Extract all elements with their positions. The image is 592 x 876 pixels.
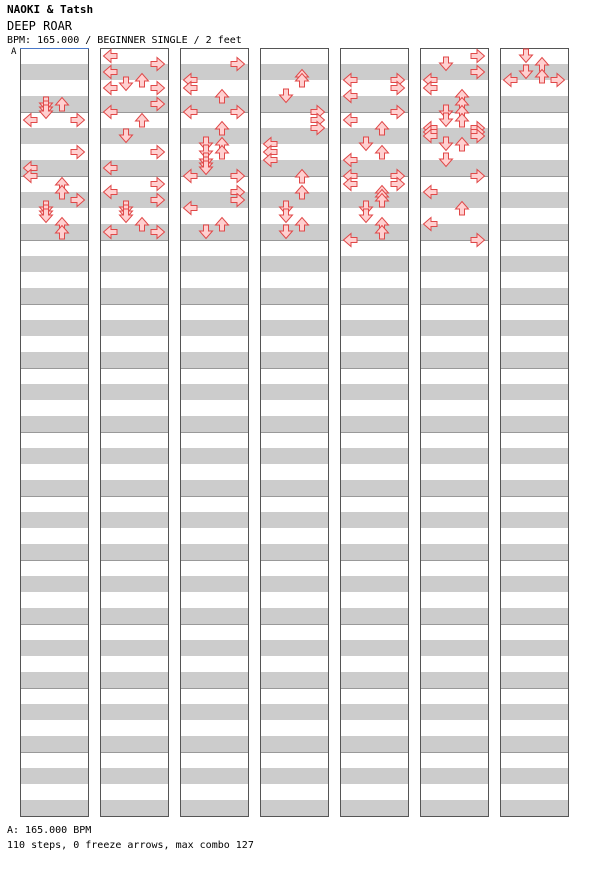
beat-stripe (420, 96, 489, 112)
beat-stripe (500, 416, 569, 432)
left-arrow-icon (344, 114, 358, 127)
beat-stripe (260, 320, 329, 336)
beat-stripe (500, 224, 569, 240)
beat-stripe (340, 768, 409, 784)
beat-stripe (260, 800, 329, 816)
beat-stripe (180, 736, 249, 752)
beat-stripe (100, 128, 169, 144)
up-arrow-icon (136, 114, 149, 128)
chart-info: BPM: 165.000 / BEGINNER SINGLE / 2 feet (7, 35, 242, 46)
beat-stripe (340, 256, 409, 272)
beat-stripe (500, 736, 569, 752)
beat-stripe (420, 256, 489, 272)
beat-stripe (420, 320, 489, 336)
beat-stripe (340, 128, 409, 144)
right-arrow-icon (151, 82, 165, 95)
beat-stripe (20, 480, 89, 496)
beat-stripe (340, 672, 409, 688)
beat-stripe (420, 736, 489, 752)
beat-stripe (100, 544, 169, 560)
up-arrow-icon (456, 114, 469, 128)
beat-stripe (180, 512, 249, 528)
beat-stripe (20, 416, 89, 432)
beat-stripe (180, 256, 249, 272)
beat-stripe (100, 480, 169, 496)
beat-stripe (20, 576, 89, 592)
beat-stripe (340, 448, 409, 464)
beat-stripe (420, 416, 489, 432)
beat-stripe (100, 352, 169, 368)
beat-stripe (260, 736, 329, 752)
beat-stripe (100, 576, 169, 592)
beat-stripe (260, 224, 329, 240)
beat-stripe (20, 96, 89, 112)
beat-stripe (340, 480, 409, 496)
beat-stripe (500, 192, 569, 208)
beat-stripe (500, 352, 569, 368)
beat-stripe (260, 608, 329, 624)
beat-stripe (420, 800, 489, 816)
beat-stripe (100, 288, 169, 304)
left-arrow-icon (424, 82, 438, 95)
beat-stripe (260, 576, 329, 592)
beat-stripe (260, 544, 329, 560)
song-artist: NAOKI & Tatsh (7, 3, 94, 16)
beat-stripe (20, 512, 89, 528)
beat-stripe (100, 800, 169, 816)
beat-stripe (500, 320, 569, 336)
beat-stripe (180, 480, 249, 496)
beat-stripe (100, 672, 169, 688)
beat-stripe (180, 800, 249, 816)
bpm-segment-start-line (20, 48, 89, 49)
beat-stripe (500, 800, 569, 816)
beat-stripe (100, 768, 169, 784)
up-arrow-icon (376, 146, 389, 160)
beat-stripe (180, 416, 249, 432)
measure-stripes (20, 49, 569, 817)
beat-stripe (20, 384, 89, 400)
beat-stripe (500, 480, 569, 496)
right-arrow-icon (471, 50, 485, 63)
beat-stripe (100, 320, 169, 336)
beat-stripe (260, 384, 329, 400)
beat-stripe (500, 160, 569, 176)
beat-stripe (20, 128, 89, 144)
beat-stripe (20, 608, 89, 624)
beat-stripe (20, 768, 89, 784)
right-arrow-icon (151, 146, 165, 159)
up-arrow-icon (216, 146, 229, 160)
beat-stripe (260, 288, 329, 304)
beat-stripe (100, 608, 169, 624)
beat-stripe (500, 128, 569, 144)
beat-stripe (340, 704, 409, 720)
beat-stripe (340, 352, 409, 368)
beat-stripe (500, 768, 569, 784)
beat-stripe (180, 768, 249, 784)
right-arrow-icon (71, 146, 85, 159)
down-arrow-icon (280, 209, 293, 223)
beat-stripe (180, 448, 249, 464)
beat-stripe (100, 384, 169, 400)
beat-stripe (260, 256, 329, 272)
beat-stripe (100, 416, 169, 432)
beat-stripe (20, 704, 89, 720)
beat-stripe (500, 704, 569, 720)
beat-stripe (420, 544, 489, 560)
beat-stripe (420, 704, 489, 720)
beat-stripe (180, 544, 249, 560)
beat-stripe (180, 320, 249, 336)
right-arrow-icon (151, 178, 165, 191)
beat-stripe (260, 192, 329, 208)
beat-stripe (340, 800, 409, 816)
beat-stripe (500, 256, 569, 272)
beat-stripe (500, 576, 569, 592)
left-arrow-icon (344, 178, 358, 191)
bpm-segment-label: A (11, 47, 17, 57)
beat-stripe (420, 480, 489, 496)
beat-stripe (500, 608, 569, 624)
beat-stripe (260, 480, 329, 496)
right-arrow-icon (71, 114, 85, 127)
beat-stripe (500, 512, 569, 528)
beat-stripe (340, 640, 409, 656)
right-arrow-icon (391, 178, 405, 191)
step-stats: 110 steps, 0 freeze arrows, max combo 127 (7, 840, 254, 851)
beat-stripe (180, 288, 249, 304)
beat-stripe (500, 96, 569, 112)
beat-stripe (420, 352, 489, 368)
beat-stripe (340, 544, 409, 560)
beat-stripe (20, 256, 89, 272)
beat-stripe (100, 256, 169, 272)
beat-stripe (260, 352, 329, 368)
beat-stripe (420, 384, 489, 400)
beat-stripe (180, 640, 249, 656)
beat-stripe (20, 64, 89, 80)
beat-stripe (180, 576, 249, 592)
left-arrow-icon (104, 50, 118, 63)
left-arrow-icon (104, 82, 118, 95)
beat-stripe (100, 448, 169, 464)
beat-stripe (420, 672, 489, 688)
left-arrow-icon (184, 82, 198, 95)
beat-stripe (420, 288, 489, 304)
beat-stripe (260, 768, 329, 784)
beat-stripe (340, 320, 409, 336)
beat-stripe (100, 512, 169, 528)
beat-stripe (500, 672, 569, 688)
beat-stripe (20, 224, 89, 240)
down-arrow-icon (440, 113, 453, 127)
beat-stripe (340, 576, 409, 592)
beat-stripe (260, 64, 329, 80)
beat-stripe (340, 416, 409, 432)
right-arrow-icon (391, 82, 405, 95)
beat-stripe (20, 320, 89, 336)
beat-stripe (340, 512, 409, 528)
beat-stripe (420, 448, 489, 464)
beat-stripe (20, 640, 89, 656)
beat-stripe (500, 384, 569, 400)
beat-stripe (20, 352, 89, 368)
beat-stripe (420, 768, 489, 784)
beat-stripe (420, 576, 489, 592)
beat-stripe (260, 512, 329, 528)
beat-stripe (340, 192, 409, 208)
beat-stripe (180, 704, 249, 720)
beat-stripe (260, 672, 329, 688)
beat-stripe (20, 544, 89, 560)
beat-stripe (180, 672, 249, 688)
song-title: DEEP ROAR (7, 19, 73, 33)
beat-stripe (180, 352, 249, 368)
beat-stripe (20, 288, 89, 304)
beat-stripe (260, 640, 329, 656)
beat-stripe (180, 128, 249, 144)
beat-stripe (100, 640, 169, 656)
beat-stripe (500, 640, 569, 656)
beat-stripe (340, 608, 409, 624)
beat-stripe (20, 736, 89, 752)
beat-stripe (260, 704, 329, 720)
down-arrow-icon (520, 49, 533, 63)
left-arrow-icon (24, 114, 38, 127)
beat-stripe (340, 736, 409, 752)
beat-stripe (20, 672, 89, 688)
beat-stripe (340, 384, 409, 400)
beat-stripe (260, 416, 329, 432)
bpm-summary: A: 165.000 BPM (7, 825, 92, 836)
beat-stripe (500, 288, 569, 304)
beat-stripe (420, 512, 489, 528)
down-arrow-icon (360, 209, 373, 223)
beat-stripe (180, 224, 249, 240)
beat-stripe (180, 384, 249, 400)
beat-stripe (500, 544, 569, 560)
beat-stripe (100, 736, 169, 752)
beat-stripe (20, 448, 89, 464)
beat-stripe (500, 448, 569, 464)
beat-stripe (20, 800, 89, 816)
beat-stripe (340, 288, 409, 304)
beat-stripe (100, 704, 169, 720)
beat-stripe (420, 640, 489, 656)
beat-stripe (260, 448, 329, 464)
beat-stripe (420, 608, 489, 624)
beat-stripe (180, 608, 249, 624)
